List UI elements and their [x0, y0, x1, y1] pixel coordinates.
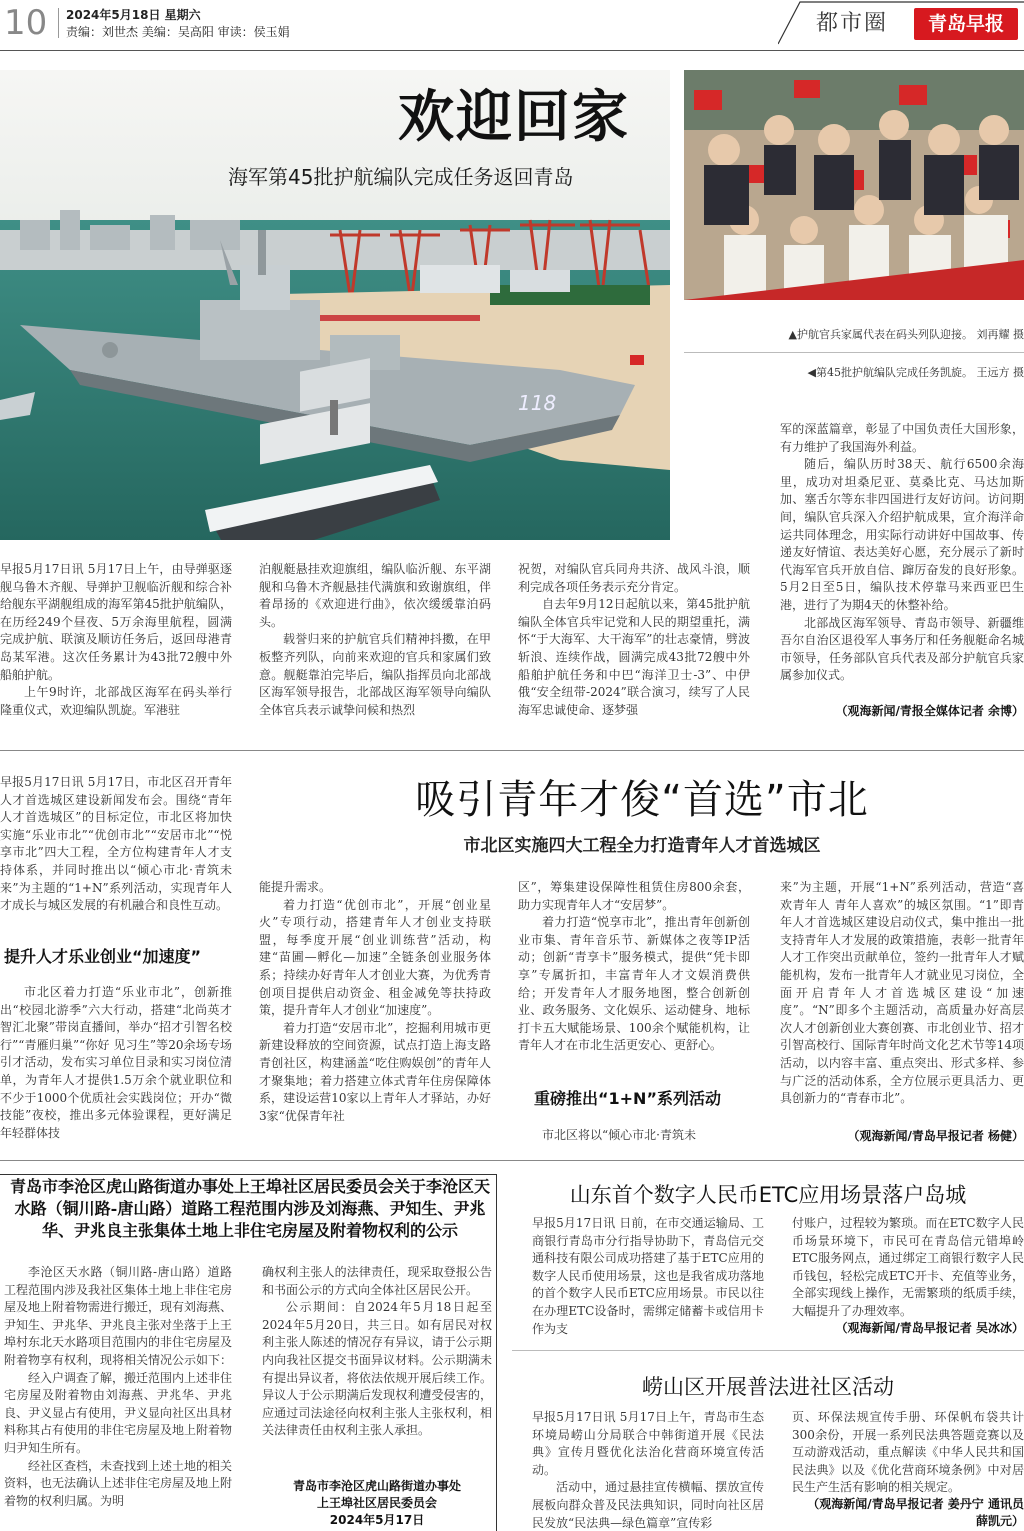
notice-sign-committee: 上王埠社区居民委员会 — [316, 1496, 437, 1510]
lead-col-1 — [0, 561, 232, 723]
lead-col-3 — [518, 561, 750, 723]
youth-intro-p: 早报5月17日讯 5月17日，市北区召开青年人才首选城区建设新闻发布会。围绕“青年人才首选城区”的目标定位，市北区将加快实施“乐业市北”“优创市北”“安居市北”“悦享市北”四大工程，全方位构建青年人才支持体系，并同时推出以“倾心市北·青筑未来”为主题的“1+N”系列活动，实现青年人才成长与城区发展的有机融合和良性互动。 — [0, 775, 232, 913]
editor-credits: 责编：刘世杰 美编：吴高阳 审读：侯玉娟 — [66, 25, 290, 39]
notice-sign-office: 青岛市李沧区虎山路街道办事处 — [292, 1479, 461, 1493]
lead-col-4-top — [780, 421, 1024, 721]
law-col2-p: 页、环保法规宣传手册、环保帆布袋共计300余份，开展一系列民法典答题竞赛以及互动游戏活动，重点解读《中华人民共和国民法典》以及《优化营商环境条例》中对居民生产生活有影响的相关规定。 — [792, 1410, 1024, 1495]
youth-col3-p2: 着力打造“悦享市北”，推出青年创新创业市集、青年音乐节、新媒体之夜等IP活动；创新“青享卡”服务模式，提供“凭卡即享”专属折扣，丰富青年人才文娱消费供给；开发青年人才服务地图，整合创新创业、政务服务、文化娱乐、运动健身、地标打卡五大赋能场景、100余个赋能机构，让青年人才在市北生活更安心、更舒心。 — [518, 915, 750, 1053]
notice-sign-date: 2024年5月17日 — [329, 1513, 425, 1527]
youth-col3-p3: 市北区将以“倾心市北·青筑未 — [542, 1128, 696, 1142]
youth-headline: 吸引青年才俊“首选”市北 — [415, 777, 869, 823]
lead-col1-p1: 早报5月17日讯 5月17日上午，由导弹驱逐舰乌鲁木齐舰、导弹护卫舰临沂舰和综合补给舰东平湖舰组成的海军第45批护航编队，在历经249个昼夜、5万余海里航程，圆满完成护航、联演及顺访任务后，返回母港青岛某军港。这次任务累计为43批72艘中外船舶护航。 — [0, 562, 232, 682]
brand-logo — [914, 8, 1018, 40]
lead-col3-p1: 祝贺，对编队官兵同舟共济、战风斗浪，顺利完成各项任务表示充分肯定。 — [518, 562, 750, 594]
brand-text: 青岛早报 — [927, 13, 1004, 35]
lead-col-2 — [259, 561, 491, 723]
lead-col4-p2: 随后，编队历时38天、航行6500余海里，成功对坦桑尼亚、莫桑比克、马达加斯加、塞舌尔等东非四国进行友好访问。访问期间，编队官兵深入介绍护航成果，宣介海洋命运共同体理念，用实际行动讲好中国故事、传递友好情谊、表达美好心愿，充分展示了新时代海军官兵开放自信、蹿厉奋发的良好形象。5月2日至5日，编队技术停靠马来西亚巴生港，进行了为期4天的休整补给。 — [780, 457, 1024, 612]
lead-col1-p2: 上午9时许，北部战区海军在码头举行隆重仪式，欢迎编队凯旋。军港驻 — [0, 685, 232, 717]
lead-col4-p3: 北部战区海军领导、青岛市领导、新疆维吾尔自治区退役军人事务厅和任务舰艇命名城市领导，任务部队官兵代表及部分护航官兵家属参加仪式。 — [780, 615, 1024, 683]
crowd-illustration — [684, 70, 1024, 300]
youth-col1-p: 市北区着力打造“乐业市北”，创新推出“校园北游季”六大行动，搭建“北尚英才 智汇北聚”带岗直播间，举办“招才引智名校行”“青雁归巢”“你好 见习生”等20余场专场引才活动，发布实习单位目录和实习岗位清单，为青年人才提供1.5万余个就业职位和不少于1000个优质社会实践岗位；开办“微技能”夜校，推出多元体验课程，更好满足年轻群体技 — [0, 985, 232, 1140]
law-headline: 崂山区开展普法进社区活动 — [642, 1375, 894, 1399]
etc-col-1 — [532, 1215, 764, 1343]
youth-subhead-1: 提升人才乐业创业“加速度” — [4, 947, 202, 966]
notice-col1-p3: 经社区查档，未查找到上述土地的相关资料，也无法确认上述非住宅房屋及地上附着物的权利归属。为明 — [4, 1458, 232, 1508]
notice-col2-p1: 确权利主张人的法律责任，现采取登报公告和书面公示的方式向全体社区居民公开。 — [262, 1265, 492, 1297]
law-col1-p2: 活动中，通过悬挂宣传横幅、摆放宣传展板向群众普及民法典知识，同时向社区居民发放“民法典—绿色篇章”宣传彩 — [532, 1480, 764, 1530]
law-col1-p1: 早报5月17日讯 5月17日上午，青岛市生态环境局崂山分局联合中韩街道开展《民法典》宣传月暨优化法治化营商环境宣传活动。 — [532, 1410, 764, 1477]
youth-col2-p2: 着力打造“优创市北”，开展“创业星火”专项行动，搭建青年人才创业支持联盟，每季度开展“创业训练营”活动，构建“苗圃—孵化—加速”全链条创业服务体系；持续办好青年人才创业大赛，为优秀青创项目提供启动资金、租金减免等扶持政策，提升青年人才创业“加速度”。 — [259, 897, 491, 1018]
caption-family: ▲护航官兵家属代表在码头列队迎接。 刘再耀 摄 — [788, 328, 1024, 341]
etc-col1-p: 早报5月17日讯 日前，在市交通运输局、工商银行青岛市分行指导协助下，青岛信元交通科技有限公司成功搭建了基于ETC应用的数字人民币使用场景，这也是我省成功落地的首个数字人民币ETC应用场景。市民以往在办理ETC设备时，需绑定储蓄卡或信用卡作为支 — [532, 1216, 764, 1336]
lead-headline: 欢迎回家 — [398, 84, 630, 150]
lead-col2-p1: 泊舰艇悬挂欢迎旗组，编队临沂舰、东平湖舰和乌鲁木齐舰悬挂代满旗和致谢旗组，伴着昂扬的《欢迎进行曲》，依次缓缓靠泊码头。 — [259, 562, 491, 629]
notice-col-2 — [262, 1264, 492, 1474]
notice-col1-p1: 李沧区天水路（铜川路-唐山路）道路工程范围内涉及我社区集体土地上非住宅房屋及地上附着物需进行搬迁，现有刘海燕、尹知生、尹兆华、尹兆良主张对坐落于上王埠村东北天水路项目范围内的非住宅房屋及附着物享有权利，现将相关情况公示如下： — [4, 1265, 232, 1367]
notice-signature — [262, 1478, 492, 1529]
page-number: 10 — [4, 3, 48, 43]
caption-ship: ◀第45批护航编队完成任务凯旋。 王远方 摄 — [807, 366, 1024, 379]
youth-col4-p: 来”为主题，开展“1+N”系列活动，营造“喜欢青年人 青年人喜欢”的城区氛围。“1”即青年人才首选城区建设启动仪式，集中推出一批支持青年人才发展的政策措施，表彰一批青年人才工作突出贡献单位，签约一批青年人才赋能机构，发布一批青年人才就业见习岗位，全面开启青年人才首选城区建设“加速度”。“N”即多个主题活动，高质量办好高层次人才创新创业大赛创赛、市北创业节、招才引智高校行、国际青年时尚文化艺术节等14项活动，以内容丰富、重点突出、形式多样、参与广泛的活动体系，全方位展示更具活力、更具创新力的“青春市北”。 — [780, 880, 1024, 1106]
youth-col3-p1: 区”，筹集建设保障性租赁住房800余套，助力实现青年人才“安居梦”。 — [518, 880, 750, 912]
youth-col2-p3: 着力打造“安居市北”，挖掘利用城市更新建设释放的空间资源，试点打造上海支路青创社区，构建涵盖“吃住购娱创”的青年人才聚集地；着力搭建立体式青年住房保障体系，建设运营10家以上青年人才驿站，办好3家“优保青年社 — [259, 1020, 491, 1123]
lead-col2-p2: 载誉归来的护航官兵们精神抖擞，在甲板整齐列队，向前来欢迎的官兵和家属们致意。舰艇靠泊完毕后，编队指挥员向北部战区海军领导报告，北部战区海军领导向编队全体官兵表示诚挚问候和热烈 — [259, 632, 491, 717]
law-col-1 — [532, 1409, 764, 1531]
notice-col-1 — [4, 1264, 232, 1530]
youth-intro — [0, 774, 232, 934]
lead-subhead: 海军第45批护航编队完成任务返回青岛 — [228, 165, 574, 189]
etc-headline: 山东首个数字人民币ETC应用场景落户岛城 — [569, 1183, 967, 1207]
youth-col2-p1: 能提升需求。 — [259, 880, 332, 894]
youth-col-2 — [259, 879, 491, 1147]
section-name: 都市圈 — [816, 11, 889, 36]
lead-col4-p1: 军的深蓝篇章，彰显了中国负责任大国形象，有力维护了我国海外利益。 — [780, 422, 1024, 454]
etc-byline: （观海新闻/青岛早报记者 吴冰冰） — [835, 1321, 1024, 1335]
notice-col2-p2: 公示期间：自2024年5月18日起至2024年5月20日，共三日。如有居民对权利主张人陈述的情况存有异议，请于公示期内向我社区提交书面异议材料。公示期满未有提出异议者，将依法依规开展后续工作。异议人于公示期满后发现权利遭受侵害的，应通过司法途径向权利主张人主张权利，相关法律责任由权利主张人承担。 — [262, 1300, 492, 1438]
lead-byline: （观海新闻/青报全媒体记者 余博） — [835, 704, 1024, 718]
notice-title: 青岛市李沧区虎山路街道办事处上王埠社区居民委员会关于李沧区天水路（铜川路-唐山路）道路工程范围内涉及刘海燕、尹知生、尹兆华、尹兆良主张集体土地上非住宅房屋及附着物权利的公示 — [9, 1177, 490, 1240]
youth-subhead-2: 重磅推出“1+N”系列活动 — [534, 1089, 721, 1108]
notice-col1-p2: 经入户调查了解，搬迁范围内上述非住宅房屋及附着物由刘海燕、尹兆华、尹兆良、尹义显占有使用，尹义显向社区出具材料称其占有使用的非住宅房屋及地上附着物归尹知生所有。 — [4, 1370, 232, 1455]
etc-col-2 — [792, 1215, 1024, 1323]
issue-date: 2024年5月18日 星期六 — [66, 8, 201, 22]
law-col-2 — [792, 1409, 1024, 1497]
law-byline: （观海新闻/青岛早报记者 姜丹宁 通讯员 薛凯元） — [807, 1497, 1024, 1528]
youth-col-4 — [780, 879, 1024, 1133]
youth-subhead: 市北区实施四大工程全力打造青年人才首选城区 — [463, 836, 821, 856]
youth-col-3 — [518, 879, 750, 1079]
youth-byline: （观海新闻/青岛早报记者 杨健） — [847, 1129, 1024, 1143]
etc-col2-p: 付账户，过程较为繁琐。而在ETC数字人民币场景环境下，市民可在青岛信元错埠岭ETC服务网点，通过绑定工商银行数字人民币钱包，轻松完成ETC开卡、充值等业务，全部实现线上操作，无需繁琐的纸质手续，大幅提升了办理效率。 — [792, 1216, 1024, 1318]
lead-photo-crowd — [684, 70, 1024, 300]
lead-col3-p2: 自去年9月12日起航以来，第45批护航编队全体官兵牢记党和人民的期望重托，满怀“于大海军、大干海军”的壮志豪情，劈波斩浪、连续作战，圆满完成43批72艘中外船舶护航任务和中巴“海洋卫士-3”、中伊俄“安全纽带-2024”联合演习，续写了人民海军忠诚使命、逐梦强 — [518, 597, 750, 717]
ship-hull-number: 118 — [518, 391, 557, 415]
youth-col-3b — [518, 1127, 750, 1147]
youth-col-1 — [0, 984, 232, 1144]
